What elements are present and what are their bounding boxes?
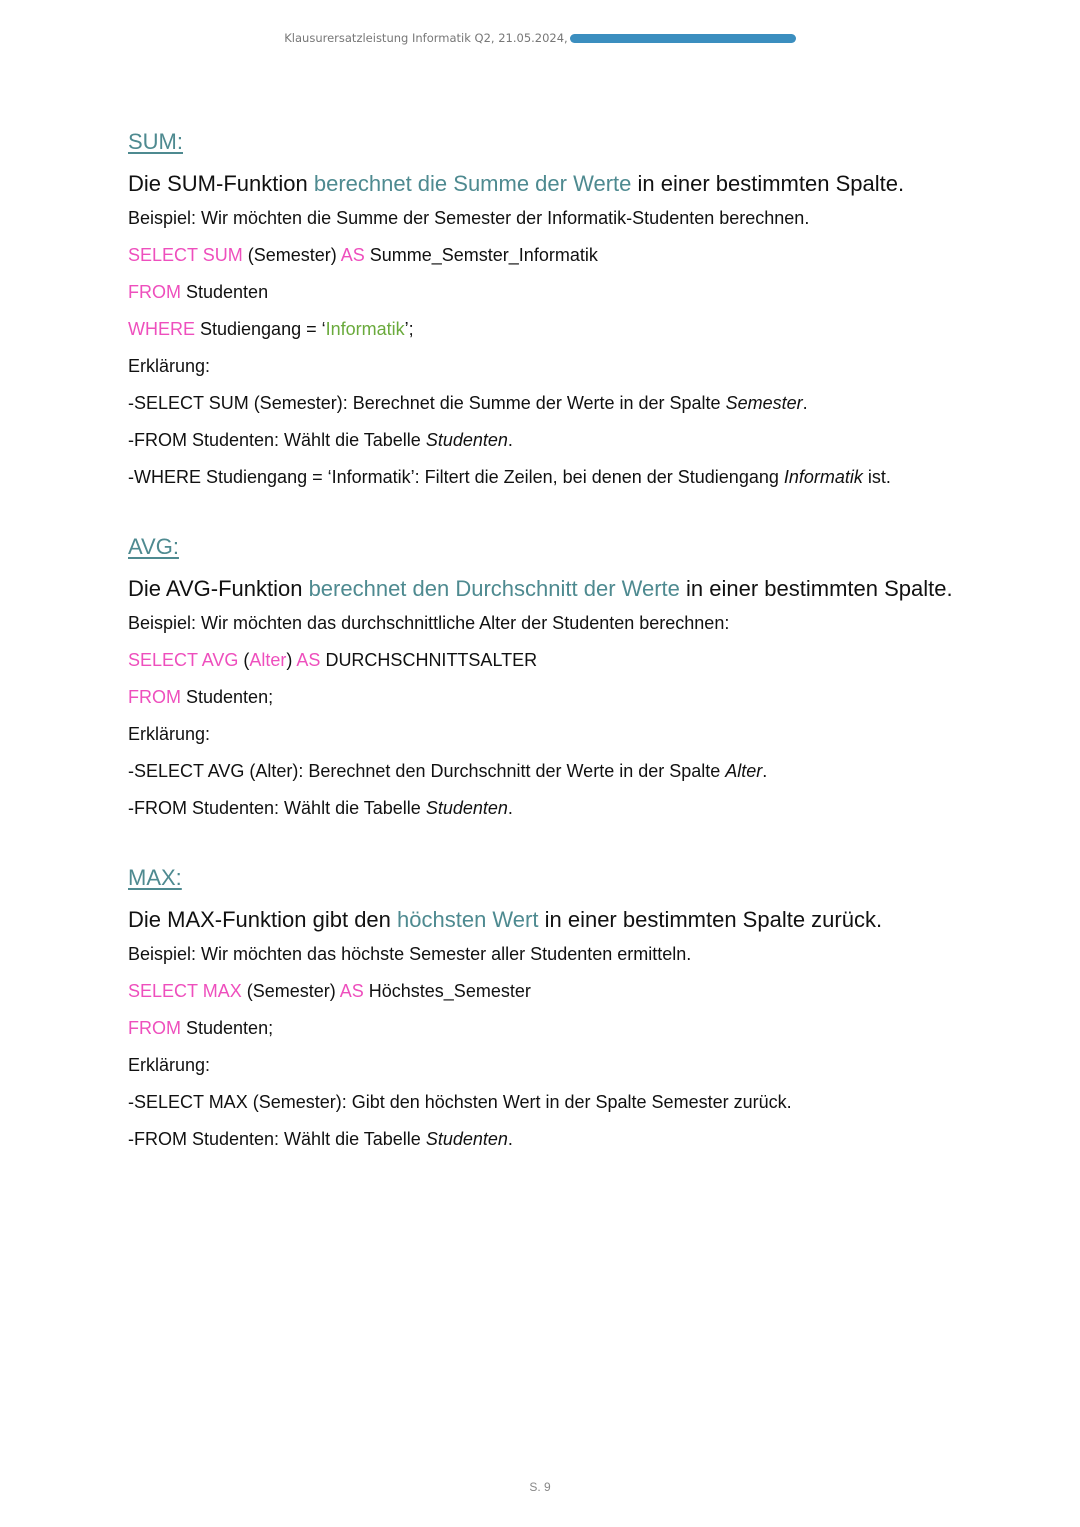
section-heading: MAX: [128,865,182,890]
italic-text: Studenten [425,798,508,818]
sql-string: Informatik [325,319,405,339]
sql-keyword: AS [339,981,364,1001]
text-segment: DURCHSCHNITTSALTER [320,650,538,670]
text-segment: . [507,430,513,450]
text-segment: Erklärung: [128,1055,211,1075]
text-segment: ) [286,650,297,670]
section-max [128,864,988,1155]
text-segment: . [802,393,808,413]
italic-text: Semester [725,393,803,413]
text-line [128,1044,988,1081]
section-definition [128,156,988,197]
document-body [128,128,988,1195]
text-segment: Die SUM-Funktion [128,171,314,196]
text-segment: Studenten; [181,687,274,707]
sql-keyword: AS [296,650,321,670]
text-segment: Studiengang = ‘ [195,319,326,339]
sql-keyword: AS [340,245,365,265]
sql-keyword: FROM [128,687,181,707]
text-segment: Beispiel: Wir möchten das durchschnittliche Alter der Studenten berechnen: [128,613,730,633]
text-segment: . [507,1129,513,1149]
text-segment: . [507,798,513,818]
text-line [128,271,988,308]
italic-text: Alter [725,761,763,781]
text-segment: -FROM Studenten: Wählt die Tabelle [128,1129,426,1149]
text-segment: -SELECT MAX (Semester): Gibt den höchsten Wert in der Spalte Semester zurück. [128,1092,792,1112]
redacted-name [570,34,796,43]
text-segment: in einer bestimmten Spalte. [631,171,905,196]
text-line [128,1081,988,1118]
section-sum [128,128,988,493]
text-segment: Die AVG-Funktion [128,576,309,601]
text-line [128,750,988,787]
text-segment: in einer bestimmten Spalte. [679,576,953,601]
text-line [128,419,988,456]
text-line [128,456,988,493]
section-definition [128,561,988,602]
text-line [128,787,988,824]
italic-text: Informatik [783,467,863,487]
text-segment: ist. [862,467,891,487]
sql-keyword: SELECT SUM [128,245,243,265]
text-line [128,713,988,750]
sql-keyword: Alter [249,650,287,670]
text-segment: in einer bestimmten Spalte zurück. [538,907,883,932]
page-header [0,31,1080,45]
sql-keyword: FROM [128,1018,181,1038]
text-segment: -FROM Studenten: Wählt die Tabelle [128,798,426,818]
text-segment: Höchstes_Semester [363,981,531,1001]
text-line [128,676,988,713]
section-heading: AVG: [128,534,179,559]
highlight-text: berechnet die Summe der Werte [313,171,632,196]
text-segment: Erklärung: [128,356,211,376]
text-segment: Studenten; [181,1018,274,1038]
text-line [128,234,988,271]
italic-text: Studenten [425,1129,508,1149]
highlight-text: berechnet den Durchschnitt der Werte [308,576,680,601]
text-segment: -WHERE Studiengang = ‘Informatik’: Filtert die Zeilen, bei denen der Studiengang [128,467,784,487]
text-segment: -SELECT SUM (Semester): Berechnet die Summe der Werte in der Spalte [128,393,726,413]
text-segment: Erklärung: [128,724,211,744]
text-segment: Die MAX-Funktion gibt den [128,907,398,932]
text-line [128,1007,988,1044]
text-segment: Studenten [181,282,269,302]
text-segment: ’; [404,319,414,339]
text-segment: (Semester) [242,245,341,265]
text-segment: ( [238,650,250,670]
italic-text: Studenten [425,430,508,450]
text-line [128,602,988,639]
page-number: S. 9 [529,1480,551,1494]
text-line [128,639,988,676]
sql-keyword: SELECT MAX [128,981,242,1001]
text-segment: Beispiel: Wir möchten die Summe der Semester der Informatik-Studenten berechnen. [128,208,810,228]
section-definition [128,892,988,933]
text-segment: Summe_Semster_Informatik [364,245,598,265]
text-segment: . [762,761,768,781]
text-segment: (Semester) [241,981,340,1001]
text-line [128,197,988,234]
text-line [128,933,988,970]
text-segment: Beispiel: Wir möchten das höchste Semester aller Studenten ermitteln. [128,944,692,964]
text-line [128,308,988,345]
sql-keyword: SELECT AVG [128,650,239,670]
text-line [128,345,988,382]
text-line [128,382,988,419]
header-text: Klausurersatzleistung Informatik Q2, 21.05.2024, [284,31,568,45]
section-avg [128,533,988,824]
section-heading: SUM: [128,129,183,154]
text-line [128,970,988,1007]
text-segment: -FROM Studenten: Wählt die Tabelle [128,430,426,450]
highlight-text: höchsten Wert [397,907,539,932]
text-segment: -SELECT AVG (Alter): Berechnet den Durchschnitt der Werte in der Spalte [128,761,726,781]
sql-keyword: FROM [128,282,181,302]
sql-keyword: WHERE [128,319,195,339]
text-line [128,1118,988,1155]
